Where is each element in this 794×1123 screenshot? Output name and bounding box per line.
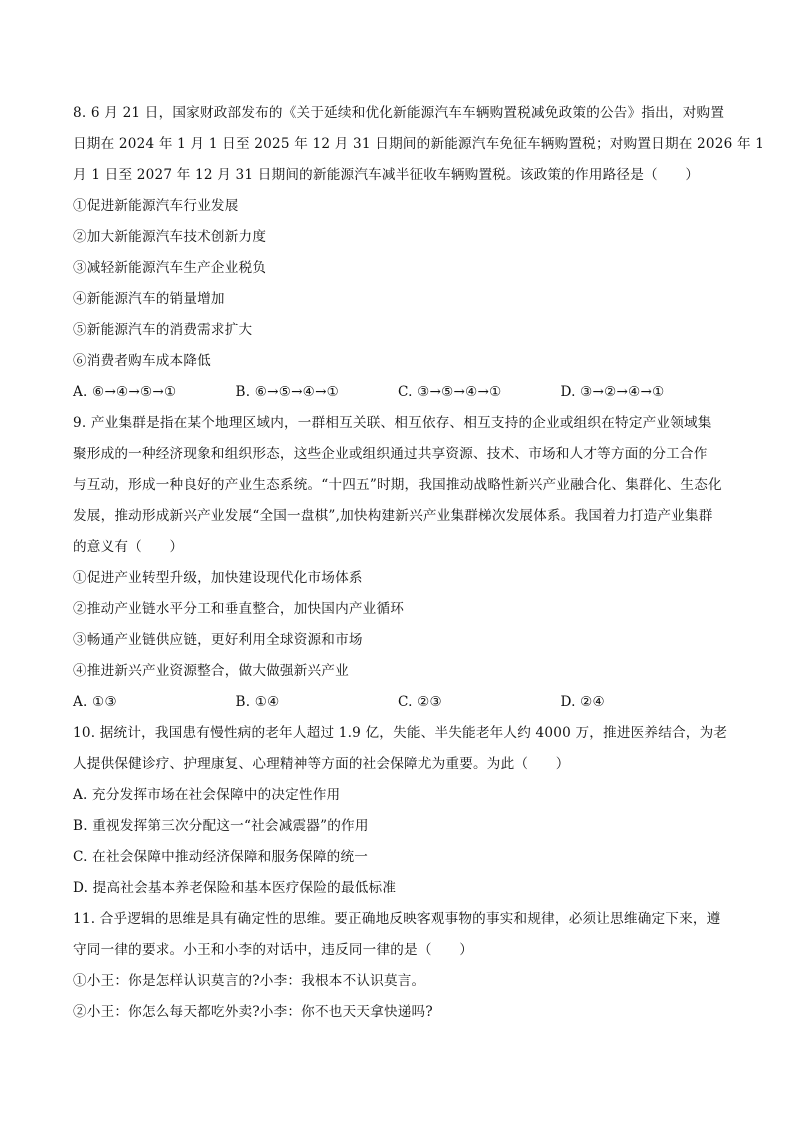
option-b[interactable]: B. ⑥→⑤→④→① (235, 384, 340, 400)
question-text-line: 守同一律的要求。小王和小李的对话中，违反同一律的是（ ） (73, 942, 474, 958)
answer-options (73, 687, 723, 718)
option-c[interactable]: C. ②③ (398, 694, 442, 710)
statement-item: ①促进新能源汽车行业发展 (73, 198, 239, 214)
question-9-stem (73, 408, 723, 563)
question-text-line: 发展，推动形成新兴产业发展“全国一盘棋”,加快构建新兴产业集群梯次发展体系。我国着力打造产业集群 (73, 508, 713, 524)
question-text-line: 8. 6 月 21 日，国家财政部发布的《关于延续和优化新能源汽车车辆购置税减免政策的公告》指出，对购置 (73, 105, 725, 121)
statement-item: ②推动产业链水平分工和垂直整合，加快国内产业循环 (73, 601, 405, 617)
option-d[interactable]: D. ③→②→④→① (560, 384, 665, 400)
question-8-stem (73, 98, 765, 191)
question-text-line: 9. 产业集群是指在某个地理区域内，一群相互关联、相互依存、相互支持的企业或组织在特定产业领域集 (73, 415, 712, 431)
option-b[interactable]: B. 重视发挥第三次分配这一“社会减震器”的作用 (73, 818, 369, 834)
question-11-stem (73, 904, 723, 966)
statement-item: ④推进新兴产业资源整合，做大做强新兴产业 (73, 663, 349, 679)
answer-options (73, 377, 723, 408)
statement-item: ①小王：你是怎样认识莫言的?小李：我根本不认识莫言。 (73, 973, 426, 989)
statement-item: ⑤新能源汽车的消费需求扩大 (73, 322, 253, 338)
option-b[interactable]: B. ①④ (235, 694, 280, 710)
option-c[interactable]: C. 在社会保障中推动经济保障和服务保障的统一 (73, 849, 369, 865)
option-a[interactable]: A. 充分发挥市场在社会保障中的决定性作用 (73, 787, 341, 803)
question-11 (73, 904, 723, 1028)
option-a[interactable]: A. ①③ (73, 694, 117, 710)
statement-item: ③畅通产业链供应链，更好利用全球资源和市场 (73, 632, 363, 648)
question-10 (73, 718, 728, 904)
question-text-line: 11. 合乎逻辑的思维是具有确定性的思维。要正确地反映客观事物的事实和规律，必须让思维确定下来，遵 (73, 911, 721, 927)
question-text-line: 日期在 2024 年 1 月 1 日至 2025 年 12 月 31 日期间的新能源汽车免征车辆购置税；对购置日期在 2026 年 1 (73, 136, 765, 152)
statement-item: ⑥消费者购车成本降低 (73, 353, 211, 369)
statement-item: ①促进产业转型升级，加快建设现代化市场体系 (73, 570, 363, 586)
question-8 (73, 98, 765, 408)
question-10-stem (73, 718, 728, 780)
question-text-line: 10. 据统计，我国患有慢性病的老年人超过 1.9 亿，失能、半失能老年人约 4000 万，推进医养结合，为老 (73, 725, 728, 741)
option-c[interactable]: C. ③→⑤→④→① (398, 384, 502, 400)
question-text-line: 与互动，形成一种良好的产业生态系统。“十四五”时期，我国推动战略性新兴产业融合化、集群化、生态化 (73, 477, 722, 493)
page-content (73, 98, 765, 1028)
option-d[interactable]: D. ②④ (560, 694, 605, 710)
statement-item: ②小王：你怎么每天都吃外卖?小李：你不也天天拿快递吗? (73, 1004, 433, 1020)
statement-item: ④新能源汽车的销量增加 (73, 291, 225, 307)
option-a[interactable]: A. ⑥→④→⑤→① (73, 384, 177, 400)
question-text-line: 聚形成的一种经济现象和组织形态，这些企业或组织通过共享资源、技术、市场和人才等方面的分工合作 (73, 446, 708, 462)
statement-item: ②加大新能源汽车技术创新力度 (73, 229, 267, 245)
question-text-line: 月 1 日至 2027 年 12 月 31 日期间的新能源汽车减半征收车辆购置税。该政策的作用路径是（ ） (73, 167, 700, 183)
question-text-line: 人提供保健诊疗、护理康复、心理精神等方面的社会保障尤为重要。为此（ ） (73, 756, 570, 772)
option-d[interactable]: D. 提高社会基本养老保险和基本医疗保险的最低标准 (73, 880, 397, 896)
question-9 (73, 408, 723, 718)
question-text-line: 的意义有（ ） (73, 539, 184, 555)
statement-item: ③减轻新能源汽车生产企业税负 (73, 260, 267, 276)
